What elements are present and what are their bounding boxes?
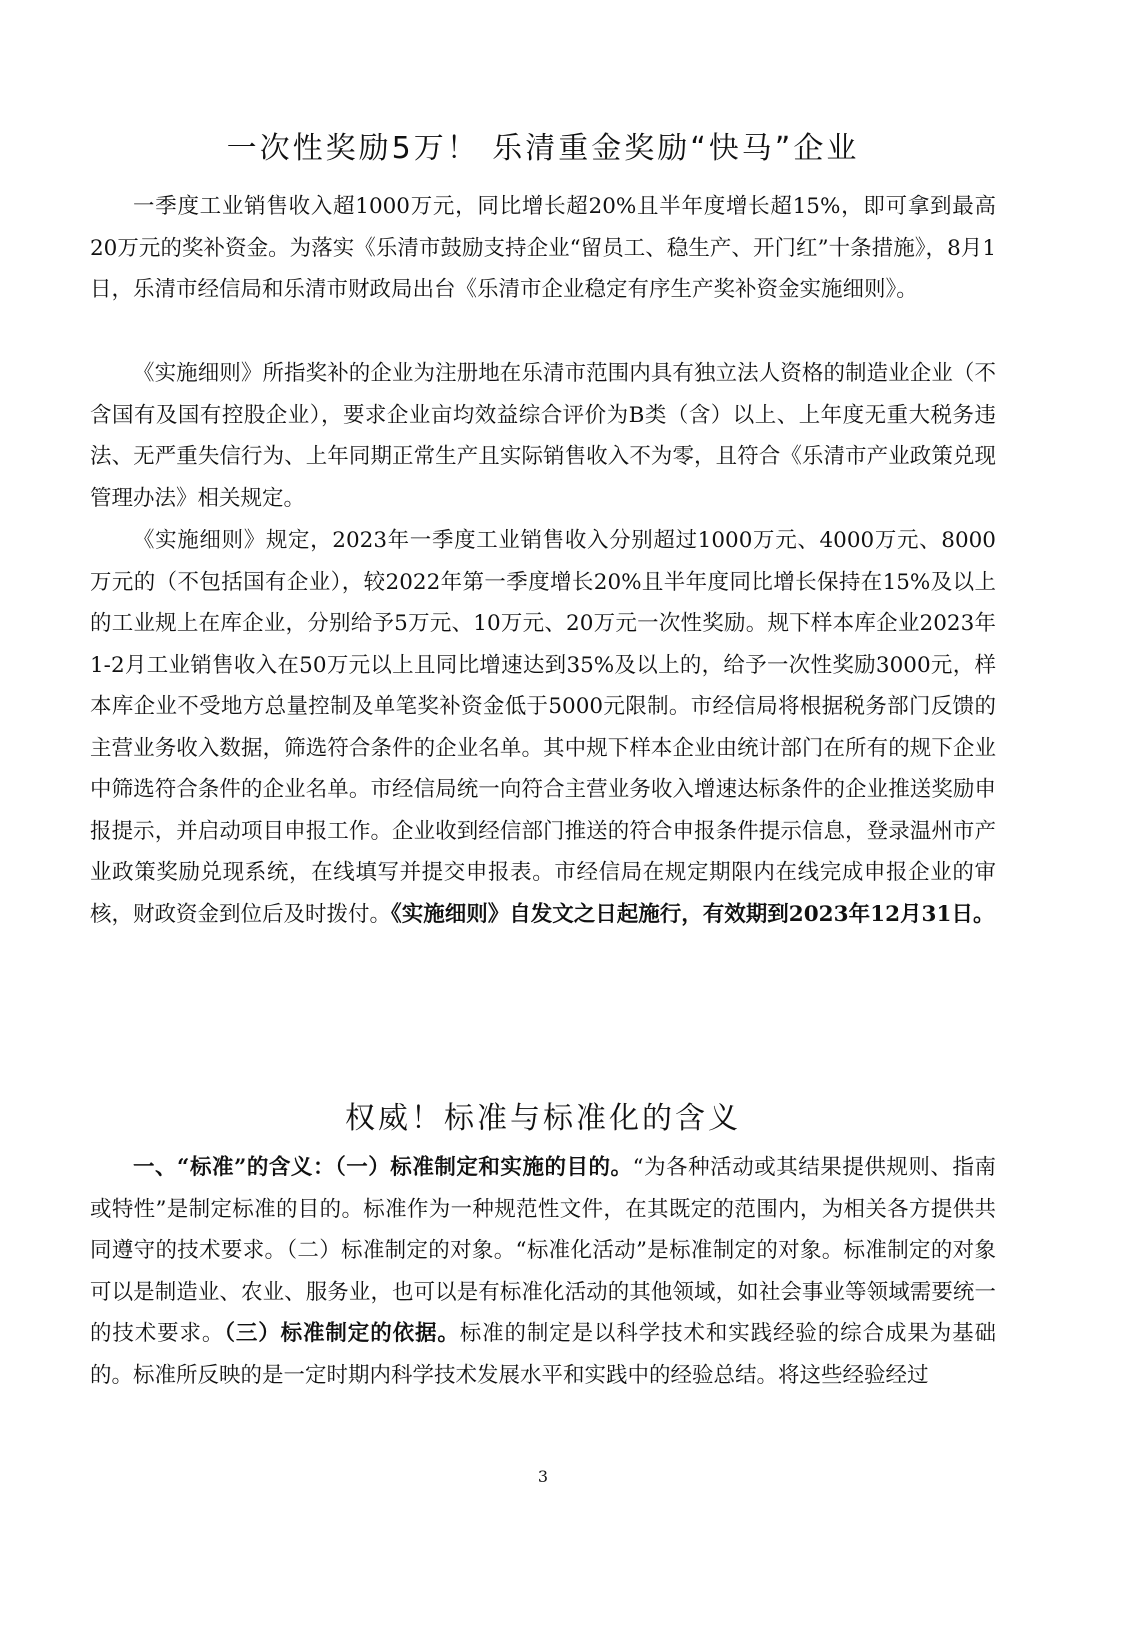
heading-standard-purpose: 一、“标准”的含义：（一）标准制定和实施的目的。 [133, 1155, 633, 1180]
paragraph-intro: 一季度工业销售收入超1000万元，同比增长超20%且半年度增长超15%，即可拿到最高20万元的奖补资金。为落实《乐清市鼓励支持企业“留员工、稳生产、开门红”十条措施》，8月1日，乐清市经信局和乐清市财政局出台《乐清市企业稳定有序生产奖补资金实施细则》。 [90, 194, 996, 302]
paragraph-standard-meaning [90, 1147, 996, 1396]
text-standard-purpose: “为各种活动或其结果提供规则、指南或特性”是制定标准的目的。标准作为一种规范性文件，在其既定的范围内，为相关各方提供共同遵守的技术要求。（二）标准制定的对象。“标准化活动”是标准制定的对象。标准制定的对象可以是制造业、农业、服务业，也可以是有标准化活动的其他领域，如社会事业等领域需要统一的技术要求。 [90, 1155, 996, 1346]
paragraph-rules [90, 520, 996, 935]
paragraph-rules-text: 《实施细则》规定，2023年一季度工业销售收入分别超过1000万元、4000万元、8000万元的（不包括国有企业），较2022年第一季度增长20%且半年度同比增长保持在15%及以上的工业规上在库企业，分别给予5万元、10万元、20万元一次性奖励。规下样本库企业2023年1-2月工业销售收入在50万元以上且同比增速达到35%及以上的，给予一次性奖励3000元，样本库企业不受地方总量控制及单笔奖补资金低于5000元限制。市经信局将根据税务部门反馈的主营业务收入数据，筛选符合条件的企业名单。其中规下样本企业由统计部门在所有的规下企业中筛选符合条件的企业名单。市经信局统一向符合主营业务收入增速达标条件的企业推送奖励申报提示，并启动项目申报工作。企业收到经信部门推送的符合申报条件提示信息，登录温州市产业政策奖励兑现系统，在线填写并提交申报表。市经信局在规定期限内在线完成申报企业的审核，财政资金到位后及时拨付。 [90, 528, 996, 927]
section-title: 权威！标准与标准化的含义 [345, 1100, 741, 1136]
heading-standard-basis: （三）标准制定的依据。 [224, 1321, 460, 1346]
paragraph-rules-effective-date: 《实施细则》自发文之日起施行，有效期到2023年12月31日。 [391, 901, 995, 927]
paragraph-eligibility: 《实施细则》所指奖补的企业为注册地在乐清市范围内具有独立法人资格的制造业企业（不含国有及国有控股企业），要求企业亩均效益综合评价为B类（含）以上、上年度无重大税务违法、无严重失信行为、上年同期正常生产且实际销售收入不为零，且符合《乐清市产业政策兑现管理办法》相关规定。 [90, 361, 996, 511]
article-title: 一次性奖励5万！ 乐清重金奖励“快马”企业 [226, 131, 860, 167]
text-standard-basis: 标准的制定是以科学技术和实践经验的综合成果为基础的。标准所反映的是一定时期内科学技术发展水平和实践中的经验总结。将这些经验经过 [90, 1321, 996, 1388]
page-number: 3 [537, 1467, 549, 1486]
